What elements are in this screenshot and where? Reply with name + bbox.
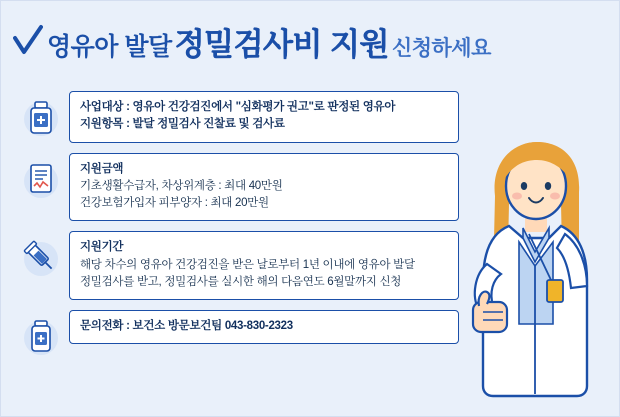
info-card-period [69,231,459,300]
medicine-jar-icon [19,314,63,360]
id-badge [547,280,563,302]
info-line: 정밀검사를 받고, 정밀검사를 실시한 해의 다음연도 6월말까지 신청 [80,275,402,288]
medicine-bottle-icon [19,95,63,141]
title-part-1: 영유아 발달 [47,32,172,61]
info-blocks [19,91,459,370]
info-block-period [19,231,459,300]
check-mark-icon [13,24,43,58]
info-block-contact [19,310,459,360]
info-card-contact [69,310,459,344]
right-eye [545,182,551,190]
info-line: 사업대상 : 영유아 건강검진에서 "심화평가 권고"로 판정된 영유아 [80,101,396,113]
left-eye [521,182,527,190]
info-line: 해당 차수의 영유아 건강검진을 받은 날로부터 1년 이내에 영유아 발달 [80,258,415,271]
info-line: 건강보험가입자 피부양자 : 최대 20만원 [80,197,269,209]
nurse-character [453,134,613,404]
document-chart-icon [19,157,63,203]
info-line: 지원항목 : 발달 정밀검사 진찰료 및 검사료 [80,118,285,131]
info-line: 기초생활수급자, 차상위계층 : 최대 40만원 [80,179,283,192]
info-line: 지원금액 [80,162,124,175]
poster-title [1,15,620,67]
syringe-icon [19,235,63,281]
title-part-3: 신청하세요 [391,36,491,60]
left-cheek [512,193,522,200]
info-card-amount [69,153,459,222]
info-line: 지원기간 [80,241,124,254]
title-text-group [47,19,491,64]
right-cheek [550,193,560,200]
info-card-target [69,91,459,143]
info-block-target [19,91,459,143]
title-part-2: 정밀검사비 지원 [174,26,389,62]
info-line: 문의전화 : 보건소 방문보건팀 043-830-2323 [80,320,293,332]
info-block-amount [19,153,459,222]
